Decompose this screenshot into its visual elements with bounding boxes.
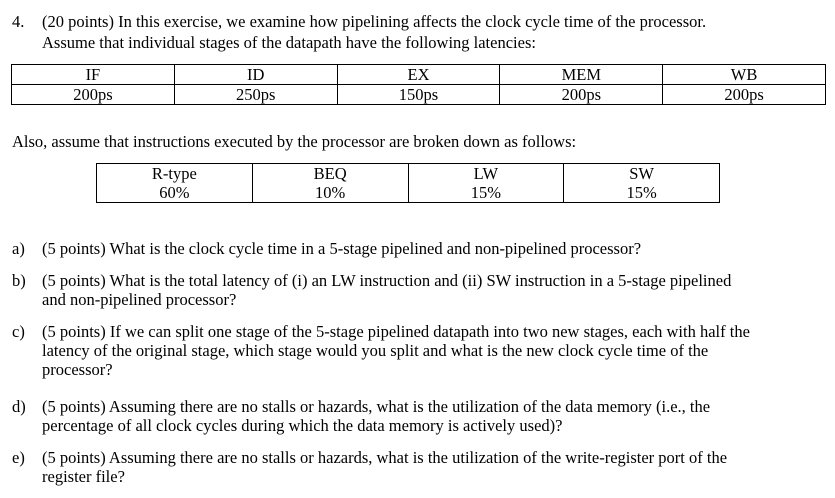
table-header-row	[12, 65, 826, 85]
table-header-cell: IF	[12, 65, 175, 85]
table-header-cell: R-type	[97, 164, 253, 184]
table-cell: 60%	[97, 183, 253, 203]
subquestion-line: (5 points) Assuming there are no stalls or hazards, what is the utilization of the write-register port of the	[42, 448, 728, 467]
table-cell: 200ps	[500, 85, 663, 105]
stage-latency-table	[11, 64, 826, 105]
table-header-cell: SW	[564, 164, 720, 184]
instruction-mix-table	[96, 163, 720, 203]
instruction-mix-intro: Also, assume that instructions executed by the processor are broken down as follows:	[12, 132, 577, 151]
subquestion-c-label: c)	[12, 322, 25, 341]
subquestion-a-text	[42, 239, 832, 258]
table-row	[97, 183, 720, 203]
question-intro-line-2: Assume that individual stages of the datapath have the following latencies:	[42, 33, 536, 52]
subquestion-b-text	[42, 271, 832, 309]
subquestion-d-text	[42, 397, 832, 435]
subquestion-e-text	[42, 448, 832, 486]
subquestion-line: processor?	[42, 360, 113, 379]
subquestion-c-text	[42, 322, 832, 379]
question-number: 4.	[12, 12, 25, 31]
subquestion-line: and non-pipelined processor?	[42, 290, 237, 309]
subquestion-b-label: b)	[12, 271, 26, 290]
table-cell: 200ps	[663, 85, 826, 105]
table-row	[12, 85, 826, 105]
table-header-cell: BEQ	[252, 164, 408, 184]
table-header-row	[97, 164, 720, 184]
subquestion-line: (5 points) Assuming there are no stalls or hazards, what is the utilization of the data memory (i.e., the	[42, 397, 711, 416]
subquestion-line: register file?	[42, 467, 125, 486]
table-header-cell: WB	[663, 65, 826, 85]
subquestion-a-label: a)	[12, 239, 25, 258]
subquestion-d-label: d)	[12, 397, 26, 416]
question-intro-line-1: (20 points) In this exercise, we examine how pipelining affects the clock cycle time of the processor.	[42, 12, 707, 31]
subquestion-line: percentage of all clock cycles during which the data memory is actively used)?	[42, 416, 563, 435]
subquestion-line: (5 points) What is the clock cycle time in a 5-stage pipelined and non-pipelined processor?	[42, 239, 642, 258]
table-header-cell: LW	[408, 164, 564, 184]
table-cell: 15%	[408, 183, 564, 203]
table-cell: 200ps	[12, 85, 175, 105]
table-cell: 150ps	[337, 85, 500, 105]
table-cell: 10%	[252, 183, 408, 203]
subquestion-line: latency of the original stage, which stage would you split and what is the new clock cycle time of the	[42, 341, 709, 360]
subquestion-line: (5 points) What is the total latency of (i) an LW instruction and (ii) SW instruction in a 5-stage pipelined	[42, 271, 732, 290]
table-header-cell: MEM	[500, 65, 663, 85]
subquestion-line: (5 points) If we can split one stage of the 5-stage pipelined datapath into two new stages, each with half the	[42, 322, 750, 341]
table-header-cell: EX	[337, 65, 500, 85]
table-cell: 250ps	[174, 85, 337, 105]
table-cell: 15%	[564, 183, 720, 203]
subquestion-e-label: e)	[12, 448, 25, 467]
table-header-cell: ID	[174, 65, 337, 85]
